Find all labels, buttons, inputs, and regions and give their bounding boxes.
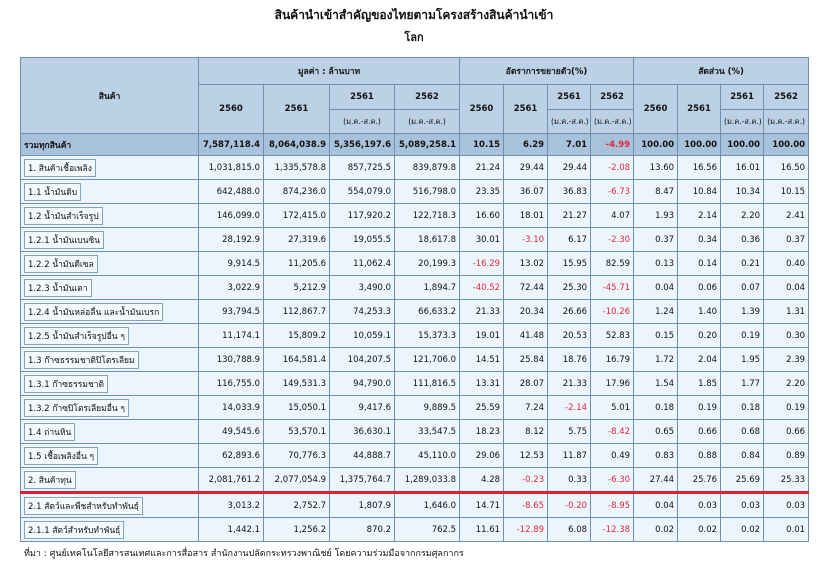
value-cell: 116,755.0 xyxy=(199,372,264,396)
value-cell: 8,064,038.9 xyxy=(264,134,330,156)
growth-cell: -45.71 xyxy=(591,276,634,300)
header-share-group: สัดส่วน (%) xyxy=(634,58,809,85)
value-cell: 93,794.5 xyxy=(199,300,264,324)
row-name: 1.3.2 ก๊าซปิโตรเลียมอื่น ๆ xyxy=(24,399,129,417)
share-cell: 0.02 xyxy=(634,518,678,542)
header-period: (ม.ค.-ส.ค.) xyxy=(548,110,591,134)
value-cell: 870.2 xyxy=(330,518,395,542)
value-cell: 130,788.9 xyxy=(199,348,264,372)
value-cell: 1,289,033.8 xyxy=(395,468,460,493)
share-cell: 25.33 xyxy=(764,468,809,493)
value-cell: 839,879.8 xyxy=(395,156,460,180)
share-cell: 0.03 xyxy=(678,493,721,518)
value-cell: 7,587,118.4 xyxy=(199,134,264,156)
value-cell: 45,110.0 xyxy=(395,444,460,468)
header-year: 2561 xyxy=(330,85,395,110)
value-cell: 27,319.6 xyxy=(264,228,330,252)
value-cell: 20,199.3 xyxy=(395,252,460,276)
row-name: 1. สินค้าเชื้อเพลิง xyxy=(24,159,96,177)
row-name: 2.1 สัตว์และพืชสำหรับทำพันธุ์ xyxy=(24,497,143,515)
row-name-cell xyxy=(21,372,199,396)
row-name-cell xyxy=(21,228,199,252)
row-name: 1.5 เชื้อเพลิงอื่น ๆ xyxy=(24,447,98,465)
growth-cell: 0.49 xyxy=(591,444,634,468)
value-cell: 5,212.9 xyxy=(264,276,330,300)
table-row xyxy=(21,276,809,300)
value-cell: 104,207.5 xyxy=(330,348,395,372)
value-cell: 3,022.9 xyxy=(199,276,264,300)
growth-cell: -8.95 xyxy=(591,493,634,518)
share-cell: 10.84 xyxy=(678,180,721,204)
header-year: 2560 xyxy=(199,85,264,134)
share-cell: 0.15 xyxy=(634,324,678,348)
header-period: (ม.ค.-ส.ค.) xyxy=(764,110,809,134)
share-cell: 0.06 xyxy=(678,276,721,300)
value-cell: 112,867.7 xyxy=(264,300,330,324)
share-cell: 2.20 xyxy=(764,372,809,396)
growth-cell: 18.76 xyxy=(548,348,591,372)
growth-cell: 28.07 xyxy=(504,372,548,396)
growth-cell: -16.29 xyxy=(460,252,504,276)
row-name: 1.3.1 ก๊าซธรรมชาติ xyxy=(24,375,108,393)
share-cell: 0.19 xyxy=(678,396,721,420)
share-cell: 25.69 xyxy=(721,468,764,493)
share-cell: 0.37 xyxy=(764,228,809,252)
growth-cell: 21.33 xyxy=(460,300,504,324)
share-cell: 100.00 xyxy=(721,134,764,156)
share-cell: 2.14 xyxy=(678,204,721,228)
value-cell: 857,725.5 xyxy=(330,156,395,180)
share-cell: 0.88 xyxy=(678,444,721,468)
header-year: 2561 xyxy=(548,85,591,110)
value-cell: 1,442.1 xyxy=(199,518,264,542)
share-cell: 0.65 xyxy=(634,420,678,444)
growth-cell: 16.79 xyxy=(591,348,634,372)
value-cell: 19,055.5 xyxy=(330,228,395,252)
share-cell: 16.56 xyxy=(678,156,721,180)
growth-cell: 41.48 xyxy=(504,324,548,348)
value-cell: 62,893.6 xyxy=(199,444,264,468)
growth-cell: 14.71 xyxy=(460,493,504,518)
row-name-cell xyxy=(21,493,199,518)
share-cell: 0.07 xyxy=(721,276,764,300)
share-cell: 0.04 xyxy=(634,493,678,518)
row-name-cell xyxy=(21,518,199,542)
growth-cell: 13.02 xyxy=(504,252,548,276)
share-cell: 0.19 xyxy=(764,396,809,420)
header-period: (ม.ค.-ส.ค.) xyxy=(721,110,764,134)
row-name: 1.2.3 น้ำมันเตา xyxy=(24,279,92,297)
share-cell: 0.30 xyxy=(764,324,809,348)
share-cell: 1.40 xyxy=(678,300,721,324)
growth-cell: -10.26 xyxy=(591,300,634,324)
page-subtitle: โลก xyxy=(404,31,424,44)
share-cell: 0.20 xyxy=(678,324,721,348)
value-cell: 36,630.1 xyxy=(330,420,395,444)
row-name-cell xyxy=(21,348,199,372)
growth-cell: 13.31 xyxy=(460,372,504,396)
header-period: (ม.ค.-ส.ค.) xyxy=(591,110,634,134)
growth-cell: 36.07 xyxy=(504,180,548,204)
share-cell: 0.84 xyxy=(721,444,764,468)
growth-cell: 5.01 xyxy=(591,396,634,420)
value-cell: 516,798.0 xyxy=(395,180,460,204)
value-cell: 1,807.9 xyxy=(330,493,395,518)
table-row xyxy=(21,300,809,324)
share-cell: 0.18 xyxy=(634,396,678,420)
growth-cell: 17.96 xyxy=(591,372,634,396)
growth-cell: 16.60 xyxy=(460,204,504,228)
growth-cell: 21.27 xyxy=(548,204,591,228)
share-cell: 1.31 xyxy=(764,300,809,324)
row-name: 1.3 ก๊าซธรรมชาติปิโตรเลียม xyxy=(24,351,139,369)
share-cell: 2.04 xyxy=(678,348,721,372)
growth-cell: 82.59 xyxy=(591,252,634,276)
growth-cell: 25.30 xyxy=(548,276,591,300)
share-cell: 100.00 xyxy=(634,134,678,156)
share-cell: 1.85 xyxy=(678,372,721,396)
row-name-cell xyxy=(21,276,199,300)
growth-cell: 0.33 xyxy=(548,468,591,493)
value-cell: 11,174.1 xyxy=(199,324,264,348)
growth-cell: -8.42 xyxy=(591,420,634,444)
share-cell: 25.76 xyxy=(678,468,721,493)
share-cell: 13.60 xyxy=(634,156,678,180)
table-row xyxy=(21,134,809,156)
growth-cell: 6.29 xyxy=(504,134,548,156)
value-cell: 74,253.3 xyxy=(330,300,395,324)
value-cell: 554,079.0 xyxy=(330,180,395,204)
row-name: 1.4 ถ่านหิน xyxy=(24,423,75,441)
value-cell: 111,816.5 xyxy=(395,372,460,396)
row-name: 1.2.5 น้ำมันสำเร็จรูปอื่น ๆ xyxy=(24,327,129,345)
growth-cell: 30.01 xyxy=(460,228,504,252)
growth-cell: -4.99 xyxy=(591,134,634,156)
share-cell: 0.68 xyxy=(721,420,764,444)
value-cell: 44,888.7 xyxy=(330,444,395,468)
header-year: 2560 xyxy=(634,85,678,134)
table-row xyxy=(21,204,809,228)
share-cell: 0.13 xyxy=(634,252,678,276)
header-value-group: มูลค่า : ล้านบาท xyxy=(199,58,460,85)
row-name: 1.2 น้ำมันสำเร็จรูป xyxy=(24,207,103,225)
growth-cell: 4.07 xyxy=(591,204,634,228)
value-cell: 874,236.0 xyxy=(264,180,330,204)
table-row xyxy=(21,420,809,444)
share-cell: 0.21 xyxy=(721,252,764,276)
growth-cell: 4.28 xyxy=(460,468,504,493)
growth-cell: 20.34 xyxy=(504,300,548,324)
row-name-cell xyxy=(21,300,199,324)
growth-cell: 7.01 xyxy=(548,134,591,156)
value-cell: 146,099.0 xyxy=(199,204,264,228)
growth-cell: 29.06 xyxy=(460,444,504,468)
growth-cell: 23.35 xyxy=(460,180,504,204)
value-cell: 1,894.7 xyxy=(395,276,460,300)
value-cell: 49,545.6 xyxy=(199,420,264,444)
row-name: 1.2.1 น้ำมันเบนซิน xyxy=(24,231,104,249)
value-cell: 94,790.0 xyxy=(330,372,395,396)
row-name-cell xyxy=(21,468,199,493)
share-cell: 1.54 xyxy=(634,372,678,396)
growth-cell: 6.17 xyxy=(548,228,591,252)
growth-cell: 8.12 xyxy=(504,420,548,444)
share-cell: 0.89 xyxy=(764,444,809,468)
row-name-cell: รวมทุกสินค้า xyxy=(21,134,199,156)
growth-cell: -8.65 xyxy=(504,493,548,518)
growth-cell: 19.01 xyxy=(460,324,504,348)
table-row xyxy=(21,324,809,348)
share-cell: 1.24 xyxy=(634,300,678,324)
value-cell: 3,013.2 xyxy=(199,493,264,518)
table-row xyxy=(21,396,809,420)
table-row xyxy=(21,444,809,468)
share-cell: 2.39 xyxy=(764,348,809,372)
share-cell: 27.44 xyxy=(634,468,678,493)
growth-cell: 5.75 xyxy=(548,420,591,444)
value-cell: 9,914.5 xyxy=(199,252,264,276)
row-name: 1.2.2 น้ำมันดีเซล xyxy=(24,255,98,273)
row-name-cell xyxy=(21,324,199,348)
row-name: 2.1.1 สัตว์สำหรับทำพันธุ์ xyxy=(24,521,124,539)
value-cell: 28,192.9 xyxy=(199,228,264,252)
value-cell: 15,050.1 xyxy=(264,396,330,420)
share-cell: 0.83 xyxy=(634,444,678,468)
share-cell: 0.37 xyxy=(634,228,678,252)
header-year: 2561 xyxy=(264,85,330,134)
share-cell: 100.00 xyxy=(764,134,809,156)
header-year: 2562 xyxy=(764,85,809,110)
source-note: ที่มา : ศูนย์เทคโนโลยีสารสนเทศและการสื่อสาร สำนักงานปลัดกระทรวงพาณิชย์ โดยความร่วมมือจากกรมศุลกากร xyxy=(24,549,464,559)
table-row xyxy=(21,493,809,518)
value-cell: 2,752.7 xyxy=(264,493,330,518)
import-table xyxy=(20,57,809,542)
growth-cell: 20.53 xyxy=(548,324,591,348)
share-cell: 2.20 xyxy=(721,204,764,228)
value-cell: 9,417.6 xyxy=(330,396,395,420)
header-year: 2561 xyxy=(504,85,548,134)
header-period: (ม.ค.-ส.ค.) xyxy=(330,110,395,134)
header-year: 2561 xyxy=(721,85,764,110)
growth-cell: 14.51 xyxy=(460,348,504,372)
growth-cell: -3.10 xyxy=(504,228,548,252)
growth-cell: 10.15 xyxy=(460,134,504,156)
share-cell: 0.40 xyxy=(764,252,809,276)
share-cell: 0.66 xyxy=(678,420,721,444)
row-name-cell xyxy=(21,396,199,420)
value-cell: 15,373.3 xyxy=(395,324,460,348)
share-cell: 2.41 xyxy=(764,204,809,228)
table-row xyxy=(21,518,809,542)
value-cell: 70,776.3 xyxy=(264,444,330,468)
growth-cell: 36.83 xyxy=(548,180,591,204)
share-cell: 0.14 xyxy=(678,252,721,276)
share-cell: 10.34 xyxy=(721,180,764,204)
growth-cell: -2.08 xyxy=(591,156,634,180)
share-cell: 8.47 xyxy=(634,180,678,204)
value-cell: 15,809.2 xyxy=(264,324,330,348)
growth-cell: -2.30 xyxy=(591,228,634,252)
share-cell: 1.77 xyxy=(721,372,764,396)
header-year: 2560 xyxy=(460,85,504,134)
page-title: สินค้านำเข้าสำคัญของไทยตามโครงสร้างสินค้านำเข้า xyxy=(274,8,554,22)
growth-cell: 7.24 xyxy=(504,396,548,420)
row-name-cell xyxy=(21,420,199,444)
value-cell: 66,633.2 xyxy=(395,300,460,324)
share-cell: 0.01 xyxy=(764,518,809,542)
value-cell: 1,375,764.7 xyxy=(330,468,395,493)
value-cell: 2,077,054.9 xyxy=(264,468,330,493)
value-cell: 14,033.9 xyxy=(199,396,264,420)
share-cell: 1.72 xyxy=(634,348,678,372)
value-cell: 121,706.0 xyxy=(395,348,460,372)
growth-cell: 29.44 xyxy=(504,156,548,180)
growth-cell: 25.59 xyxy=(460,396,504,420)
share-cell: 100.00 xyxy=(678,134,721,156)
share-cell: 0.66 xyxy=(764,420,809,444)
value-cell: 1,031,815.0 xyxy=(199,156,264,180)
share-cell: 0.03 xyxy=(721,493,764,518)
value-cell: 1,646.0 xyxy=(395,493,460,518)
share-cell: 0.19 xyxy=(721,324,764,348)
value-cell: 9,889.5 xyxy=(395,396,460,420)
header-year: 2561 xyxy=(678,85,721,134)
value-cell: 642,488.0 xyxy=(199,180,264,204)
share-cell: 0.36 xyxy=(721,228,764,252)
share-cell: 0.03 xyxy=(764,493,809,518)
table-row xyxy=(21,372,809,396)
header-item: สินค้า xyxy=(21,58,199,134)
value-cell: 53,570.1 xyxy=(264,420,330,444)
share-cell: 0.34 xyxy=(678,228,721,252)
value-cell: 2,081,761.2 xyxy=(199,468,264,493)
growth-cell: 11.87 xyxy=(548,444,591,468)
value-cell: 149,531.3 xyxy=(264,372,330,396)
share-cell: 10.15 xyxy=(764,180,809,204)
growth-cell: -2.14 xyxy=(548,396,591,420)
growth-cell: 26.66 xyxy=(548,300,591,324)
share-cell: 0.02 xyxy=(678,518,721,542)
growth-cell: -12.38 xyxy=(591,518,634,542)
value-cell: 1,256.2 xyxy=(264,518,330,542)
table-row xyxy=(21,252,809,276)
growth-cell: -40.52 xyxy=(460,276,504,300)
share-cell: 0.18 xyxy=(721,396,764,420)
growth-cell: 21.24 xyxy=(460,156,504,180)
table-row xyxy=(21,348,809,372)
share-cell: 1.95 xyxy=(721,348,764,372)
table-row xyxy=(21,156,809,180)
value-cell: 3,490.0 xyxy=(330,276,395,300)
value-cell: 11,205.6 xyxy=(264,252,330,276)
share-cell: 16.01 xyxy=(721,156,764,180)
growth-cell: 21.33 xyxy=(548,372,591,396)
header-year: 2562 xyxy=(591,85,634,110)
header-period: (ม.ค.-ส.ค.) xyxy=(395,110,460,134)
value-cell: 172,415.0 xyxy=(264,204,330,228)
value-cell: 762.5 xyxy=(395,518,460,542)
value-cell: 5,356,197.6 xyxy=(330,134,395,156)
row-name-cell xyxy=(21,204,199,228)
row-name-cell xyxy=(21,180,199,204)
row-name: 1.1 น้ำมันดิบ xyxy=(24,183,81,201)
growth-cell: 6.08 xyxy=(548,518,591,542)
table-row xyxy=(21,228,809,252)
growth-cell: -12.89 xyxy=(504,518,548,542)
row-name: 1.2.4 น้ำมันหล่อลื่น และน้ำมันเบรก xyxy=(24,303,163,321)
growth-cell: 18.23 xyxy=(460,420,504,444)
growth-cell: 11.61 xyxy=(460,518,504,542)
value-cell: 11,062.4 xyxy=(330,252,395,276)
growth-cell: -6.73 xyxy=(591,180,634,204)
growth-cell: 18.01 xyxy=(504,204,548,228)
share-cell: 1.39 xyxy=(721,300,764,324)
growth-cell: 25.84 xyxy=(504,348,548,372)
growth-cell: 29.44 xyxy=(548,156,591,180)
table-row xyxy=(21,180,809,204)
share-cell: 1.93 xyxy=(634,204,678,228)
value-cell: 122,718.3 xyxy=(395,204,460,228)
header-growth-group: อัตราการขยายตัว(%) xyxy=(460,58,634,85)
growth-cell: 52.83 xyxy=(591,324,634,348)
value-cell: 10,059.1 xyxy=(330,324,395,348)
growth-cell: -0.20 xyxy=(548,493,591,518)
growth-cell: -0.23 xyxy=(504,468,548,493)
value-cell: 5,089,258.1 xyxy=(395,134,460,156)
share-cell: 16.50 xyxy=(764,156,809,180)
value-cell: 1,335,578.8 xyxy=(264,156,330,180)
share-cell: 0.04 xyxy=(764,276,809,300)
value-cell: 117,920.2 xyxy=(330,204,395,228)
growth-cell: 72.44 xyxy=(504,276,548,300)
row-name-cell xyxy=(21,252,199,276)
growth-cell: 12.53 xyxy=(504,444,548,468)
row-name-cell xyxy=(21,444,199,468)
share-cell: 0.04 xyxy=(634,276,678,300)
value-cell: 164,581.4 xyxy=(264,348,330,372)
value-cell: 33,547.5 xyxy=(395,420,460,444)
header-year: 2562 xyxy=(395,85,460,110)
share-cell: 0.02 xyxy=(721,518,764,542)
row-name: 2. สินค้าทุน xyxy=(24,471,76,489)
growth-cell: -6.30 xyxy=(591,468,634,493)
growth-cell: 15.95 xyxy=(548,252,591,276)
value-cell: 18,617.8 xyxy=(395,228,460,252)
table-row xyxy=(21,468,809,493)
row-name-cell xyxy=(21,156,199,180)
